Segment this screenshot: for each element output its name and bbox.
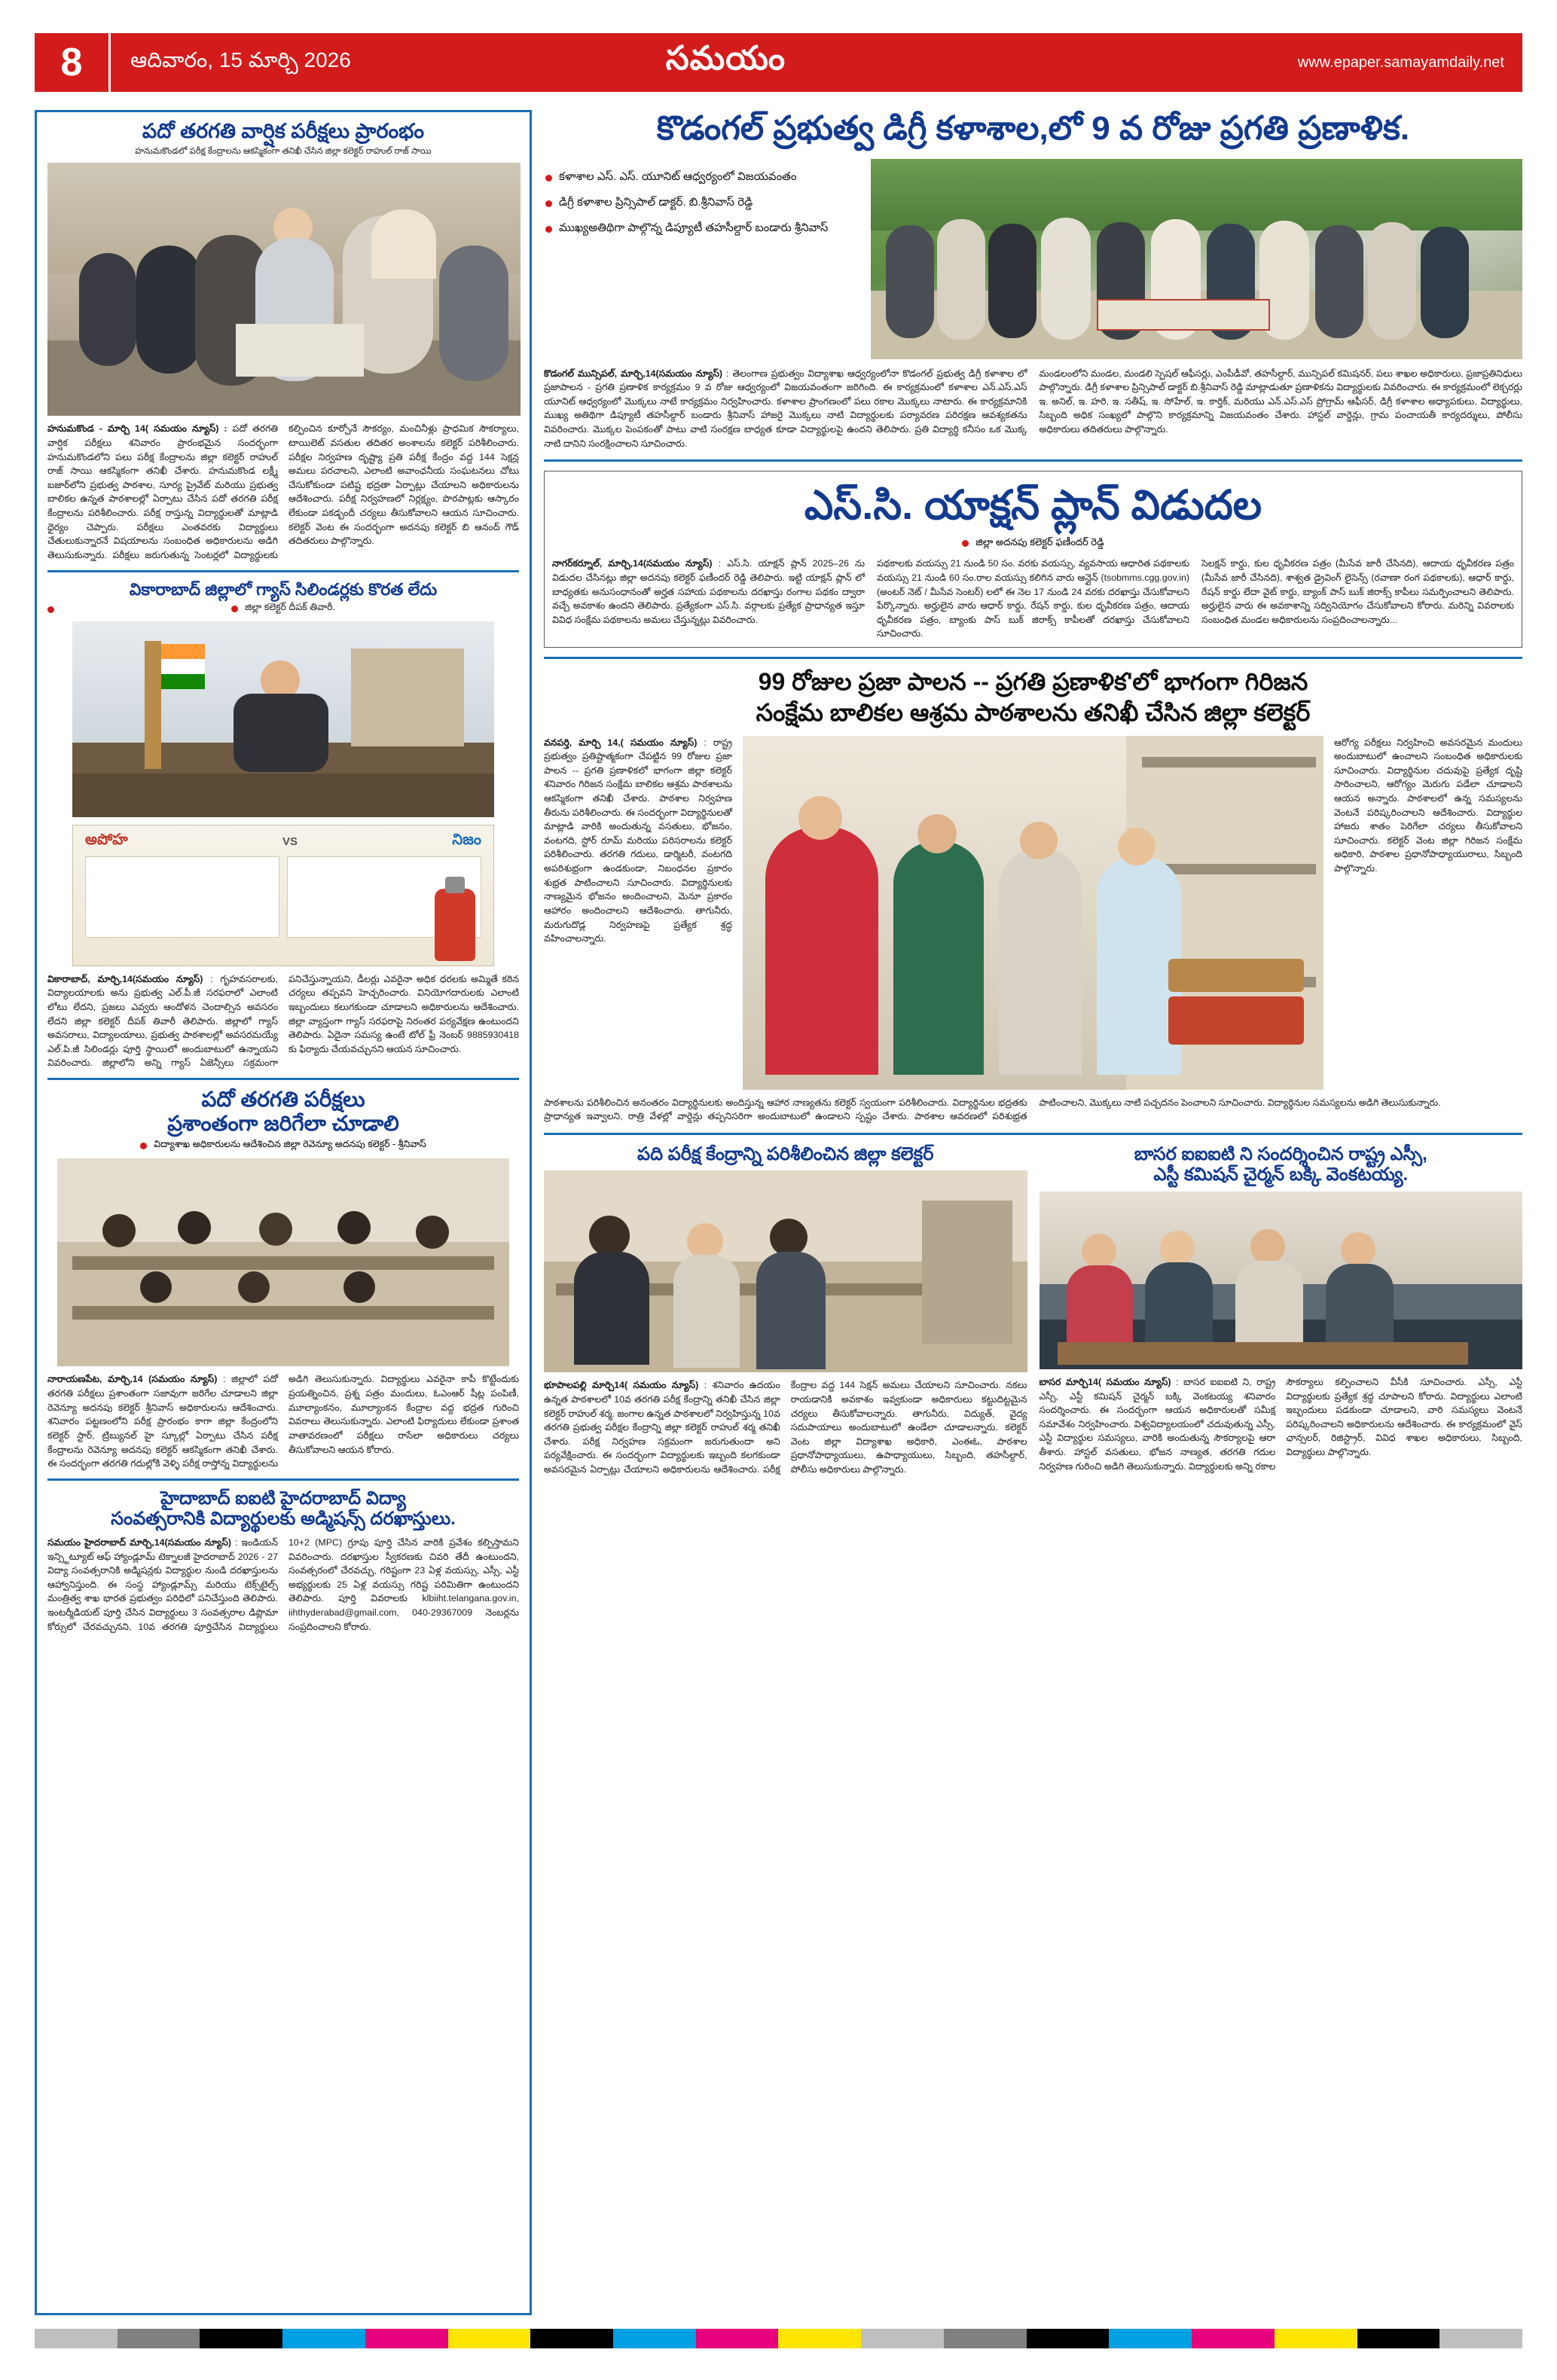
sc-headline: ఎస్.సి. యాక్షన్ ప్లాన్ విడుదల (804, 483, 1262, 529)
bl-photo (544, 1170, 1027, 1372)
sc-text-1: : ఎస్.సి. యాక్షన్ ప్లాన్ 2025–26 ను విడుదల చేసినట్లు జిల్లా అదనపు కలెక్టర్ ఫణీందర్ రెడ్డి తెలిపారు. ఇట్టి యాక్షన్ ప్లాన్ లో బాధ్యతకు అనుసంధానంతో అర్హత సహాయ పథకాలను దరఖాస్తు రంగాల పథకం ద్వారా వచ్చే అవకాశం ఉందని తెలిపారు. ప్రత్యేకంగా ఎస్.సి. వర్గాలకు ప్రత్యేక ప్రాధాన్యత ఇస్తూ వివిధ సంక్షేమ పథకాలను అమలు చేస్తున్నట్లు వివరించారు. (552, 558, 865, 625)
story2-text: : గృహవసరాలకు, విద్యాలయాలకు అను ప్రభుత్వ ఎల్.పీ.జీ సరఫరాలో ఎలాంటి లోటు లేదని, ప్రజలు ఎవ్వరు ఆందోళన చెందాల్సిన అవసరం లేదని జిల్లా కలెక్టర్ దీపక్ తివారీ తెలిపారు. జిల్లాలో గ్యాస్ అవసరాలు, విద్యాలయాలు, ప్రభుత్వ పాఠశాలల్లో అవసరమయ్యే ఎల్.పి.జీ సిలిండర్లు పూర్తి స్థాయిలో అందుబాటులో ఉన్నాయని వివరించారు. జిల్లాలోని అన్ని గ్యాస్ ఏజెన్సీలు సక్రమంగా పనిచేస్తున్నాయని, డీలర్లు ఎవరైనా అధిక ధరలకు అమ్మితే కఠిన చర్యలు తప్పవని హెచ్చరించారు. వినియోగదారులకు ఎలాంటి ఇబ్బందులు కలుగకుండా చూడాలని అధికారులను ఆదేశించారు. జిల్లా వ్యాప్తంగా గ్యాస్ సరఫరాపై నిరంతర పర్యవేక్షణ ఉంటుందని తెలిపారు. ఏదైనా సమస్య ఉంటే టోల్ ఫ్రీ నెంబర్ 9885930418 కు ఫిర్యాదు చేయవచ్చునని ఆయన సూచించారు. (47, 973, 519, 1069)
lead-photo (871, 159, 1522, 359)
lead-bullets (544, 159, 860, 359)
lead-dateline: కొడంగల్ మున్సిపల్, మార్చి,14(సమయం న్యూస్) (544, 368, 723, 379)
story3-headline-1: పదో తరగతి పరీక్షలు (201, 1088, 365, 1112)
divider-main-3 (544, 1133, 1522, 1135)
lead-bullet-0: కళాశాల ఎస్. ఎస్. యూనిట్ ఆధ్వర్యంలో విజయవంతం (559, 169, 797, 183)
main-column (544, 110, 1522, 2315)
story1-dateline: హనుమకొండ - మార్చి 14( సమయం న్యూస్) : (47, 423, 227, 435)
story-tribal-girls-school (544, 668, 1522, 1124)
story1-text: పదో తరగతి వార్షిక పరీక్షలు శనివారం ప్రారంభమైన సందర్భంగా హనుమకొండలోని పలు పరీక్ష కేంద్రాలను జిల్లా కలెక్టర్ రాహుల్ రాజ్ సాయి ఆకస్మికంగా తనిఖీ చేశారు. హనుమకొండ లక్ష్మీ బజార్‌లోని ప్రభుత్వ పాఠశాల, సూర్య ప్రైవేట్ మరియు ప్రభుత్వ బాలికల ఉన్నత పాఠశాలల్లో ఏర్పాటు చేసిన పదో తరగతి పరీక్ష కేంద్రాలను పరిశీలించారు. పరీక్ష రాస్తున్న విద్యార్థులతో మాట్లాడి ధైర్యం చెప్పారు. పరీక్షలు ఎంతవరకు విద్యార్థులు చేతులుకున్నారనే విషయాలను సంబంధిత అధికారులను అడిగి తెలుసుకున్నారు. పరీక్షలు జరుగుతున్న సెంటర్లలో విద్యార్థులకు కల్పించిన కూర్చోనే సౌకర్యం, మంచినీళ్లు ప్రాధమిక సౌకర్యాలు, టాయిలెట్ వసతుల తదితర అంశాలను కలెక్టర్ పరిశీలించారు. పరీక్షల నిర్వహణ దృష్ట్యా ప్రతి పరీక్ష కేంద్రం వద్ద 144 సెక్షన్ల అమలు పరచాలని, ఎలాంటి అవాంఛనీయ సంఘటనలు చోటు చేసుకోకుండా పటిష్ట భద్రతా ఏర్పాట్లు చేయాలని అధికారులను ఆదేశించారు. పరీక్ష నిర్వహణలో నిర్లక్ష్యం, పొరపాట్లకు ఆస్కారం లేకుండా పకడ్బందీ చర్యలు తీసుకోవాలని ఆయన సూచించారు. కలెక్టర్ వెంట ఈ సందర్భంగా అదనపు కలెక్టర్ బి ఆనంద్ గౌడ్ తదితరులు పాల్గొన్నారు. (47, 423, 519, 560)
tribal-headline-1: 99 రోజుల ప్రజా పాలన -- ప్రగతి ప్రణాళిక'లో భాగంగా గిరిజన (758, 668, 1308, 695)
story2-byline: జిల్లా కలెక్టర్ దీపక్ తివారీ. (245, 601, 335, 612)
lead-headline: కొడంగల్ ప్రభుత్వ డిగ్రీ కళాశాల,లో 9 వ రోజు ప్రగతి ప్రణాళిక. (656, 110, 1410, 147)
lead-text-right: మండలంలోని మండల, మండలి స్పెషల్ ఆఫీసర్లు, ఎంపీడీవో, తహసీల్దార్, మున్సిపల్ కమిషనర్, పలు శాఖల అధికారులు, ప్రజాప్రతినిధులు పాల్గొన్నారు. డిగ్రీ కళాశాల ప్రిన్సిపాల్ డాక్టర్ బి.శ్రీనివాస్ రెడ్డి మాట్లాడుతూ ప్రణాళికను విద్యార్థులకు వివరించారు. ఈ కార్యక్రమంలో లెక్చరర్లు ఇ. అనిల్, ఇ. హరి, ఇ. సతీష్, ఇ. సోహేల్, ఇ. కార్తిక్, మరియు ఎన్.ఎస్.ఎస్ ప్రోగ్రామ్ ఆఫీసర్, డిగ్రీ కళాశాల అధ్యాపకులు, విద్యార్థులు, సిబ్బంది అధిక సంఖ్యలో పాల్గొని కార్యక్రమాన్ని విజయవంతం చేశారు. హాస్టల్ వార్డెన్లు, గ్రామ పంచాయతీ కార్యదర్శులు, పోలీసు అధికారులు తదితరులు పాల్గొన్నారు. (1039, 368, 1522, 435)
divider-1 (47, 570, 519, 572)
divider-main-1 (544, 459, 1522, 462)
sc-text-2: పథకాలకు వయస్సు 21 నుండి 50 సం. వరకు వయస్సు, వ్యవసాయ ఆధారిత పథకాలకు వయస్సు 21 నుండి 60 సం.రాల వయస్సు కలిగిన వారు ఆన్లైన్ (tsobmms.cgg.gov.in) (అంటర్ నెట్ / మీసేవ సెంటర్) లలో ఈ నెల 17 నుండి 24 వరకు దరఖాస్తు చేసుకోవాలని పేర్కొన్నారు. అర్హులైన వారు ఆధార్ కార్డు, రేషన్ కార్డు, కుల ధృవీకరణ పత్రం, ఆదాయ ధృవీకరణ పత్రం, బ్యాంకు పాస్ బుక్ జిరాక్స్ కాపీలతో దరఖాస్తు చేసుకోవాలని సూచించారు. (877, 558, 1189, 639)
tribal-text-2: ఆరోగ్య పరీక్షలు నిర్వహించి అవసరమైన మందులు అందుబాటులో ఉంచాలని సంబంధిత అధికారులకు సూచించారు. విద్యార్థినుల చదువుపై ప్రత్యేక దృష్టి సారించాలని, ఆరోగ్యం మెరుగు పడేలా చూడాలని ఆయన అన్నారు. పాఠశాలలో ఉన్న సమస్యలను వెంటనే పరిష్కరించాలని ఆదేశించారు. విద్యార్థుల హాజరు శాతం పెరిగేలా చర్యలు తీసుకోవాలని సూచించారు. కలెక్టర్ వెంట జిల్లా గిరిజన సంక్షేమ అధికారి, పాఠశాల ప్రధానోపాధ్యాయురాలు, సిబ్బంది పాల్గొన్నారు. (1334, 737, 1522, 874)
story3-byline: విద్యాశాఖ అధికారులను ఆదేశించిన జిల్లా రెవెన్యూ అదనపు కలెక్టర్ - శ్రీనివాస్ (154, 1139, 426, 1150)
masthead-url[interactable]: www.epaper.samayamdaily.net (1297, 53, 1504, 71)
masthead-date: ఆదివారం, 15 మార్చి 2026 (108, 33, 351, 92)
story3-headline-2: ప్రశాంతంగా జరిగేలా చూడాలి (167, 1112, 399, 1136)
story4-headline-1: హైదాబాద్ ఐఐటి హైదరాబాద్ విద్యా (160, 1488, 406, 1509)
story-exam-centre-inspection (544, 1144, 1027, 1477)
tribal-headline-2: సంక్షేమ బాలికల ఆశ్రమ పాఠశాలను తనిఖీ చేసిన జిల్లా కలెక్టర్ (756, 698, 1311, 726)
infographic-right-label: నిజం (452, 831, 481, 848)
story-gas-cylinders (47, 580, 519, 1071)
sc-body (552, 557, 1514, 641)
story3-dateline: నారాయణపేట, మార్చి,14 (సమయం న్యూస్) (47, 1374, 218, 1385)
masthead (35, 33, 1522, 92)
bottom-stories (544, 1144, 1522, 1477)
divider-2 (47, 1078, 519, 1080)
story1-photo (47, 163, 521, 416)
story-exams-peaceful (47, 1088, 519, 1471)
lead-body (544, 367, 1522, 451)
br-headline-1: బాసర ఐఐఐటి ని సందర్శించిన రాష్ట్ర ఎస్సీ, (1134, 1143, 1427, 1164)
bl-dateline: భూపాలపల్లి మార్చి14( సమయం న్యూస్) (544, 1380, 699, 1391)
story2-dateline: వికారాబాద్, మార్చి,14(సమయం న్యూస్) (47, 973, 203, 984)
tribal-photo (743, 736, 1323, 1090)
story4-body (47, 1536, 519, 1634)
story2-infographic (72, 825, 494, 966)
story4-headline-2: సంవత్సరానికి విద్యార్థులకు అడ్మిషన్స్ దరఖాస్తులు. (111, 1509, 456, 1530)
br-body: బాసర మార్చి14( సమయం న్యూస్) : బాసర ఐఐఐటి ని, రాష్ట్ర ఎస్సీ, ఎస్టీ కమిషన్ చైర్మన్ బక్కి వెంకటయ్య శనివారం సందర్శించారు. ఈ సందర్భంగా ఆయన అధికారులతో సమీక్ష సమావేశం నిర్వహించారు. విశ్వవిద్యాలయంలో చదువుతున్న ఎస్సీ, ఎస్టీ విద్యార్థుల సమస్యలు, వారికి అందుతున్న సౌకర్యాలపై ఆరా తీశారు. హాస్టల్ వసతులు, భోజన నాణ్యత, తరగతి గదుల నిర్వహణ గురించి అడిగి తెలుసుకున్నారు. విద్యార్థులకు అన్ని రకాల సౌకర్యాలు కల్పించాలని వీసీకి సూచించారు. ఎస్సీ, ఎస్టీ విద్యార్థులకు ప్రత్యేక శ్రద్ధ చూపాలని కోరారు. విద్యార్థులు ఎలాంటి ఇబ్బందులు పడకుండా చూడాలని, వారి సమస్యలు వెంటనే పరిష్కరించాలని అధికారులను ఆదేశించారు. ఈ కార్యక్రమంలో వైస్ ఛాన్సలర్, రిజిస్ట్రార్, వివిధ శాఖల అధికారులు, సిబ్బంది, విద్యార్థులు పాల్గొన్నారు. (1039, 1377, 1522, 1472)
lead-text-left: : తెలంగాణ ప్రభుత్వం విద్యాశాఖ ఆధ్వర్యంలోనా కొడంగల్ ప్రభుత్వ డిగ్రీ కళాశాల లో ప్రజాపాలన - ప్రగతి ప్రణాళిక కార్యక్రమం 9 వ రోజు ఆధ్వర్యంలో విజయవంతంగా జరిగింది. ఈ కార్యక్రమంలో కళాశాల ఎన్.ఎస్.ఎస్ యూనిట్ ఆధ్వర్యంలో మొక్కలు నాటే కార్యక్రమం నిర్వహించారు. కళాశాల ప్రాంగణంలో పలు రకాల మొక్కలు నాటారు. ఈ కార్యక్రమానికి ముఖ్య అతిథిగా డిప్యూటీ తహసీల్దార్ బండారు శ్రీనివాస్ హాజరై మొక్కలు నాటి విద్యార్థులకు పర్యావరణ పరిరక్షణ ఆవశ్యకతను వివరించారు. మొక్కల పెంపకంతో పాటు వాటి సంరక్షణ బాధ్యత కూడా విద్యార్థులపై ఉందని తెలిపారు. ప్రతి విద్యార్థి కనీసం ఒక మొక్క నాటి దానిని సంరక్షించాలని సూచించారు. (544, 368, 1027, 449)
story2-photo (72, 621, 494, 817)
infographic-vs-label: VS (282, 835, 298, 848)
sc-dateline: నాగర్‌కర్నూల్, మార్చి,14(సమయం న్యూస్) (552, 558, 713, 569)
story1-body (47, 422, 519, 562)
sc-text-3: సెలక్షన్ కార్డు, కుల ధృవీకరణ పత్రం (మీసేవ జారీ చేసినది), ఆదాయ ధృవీకరణ పత్రం (మీసేవ జారీ చేసినది), శాశ్వత డ్రైవింగ్ లైసెన్స్ (రవాణా రంగ పథకాలకు), ఆధార్ కార్డు, రేషన్ కార్డు లేదా వైట్ కార్డు, బ్యాంక్ పాస్ బుక్ జిరాక్స్ కాపీలు సమర్పించాలని తెలిపారు. అర్హులైన వారు ఈ అవకాశాన్ని సద్వినియోగం చేసుకోవాలని కోరారు. మరిన్ని వివరాలకు సంబంధిత మండల అధికారులను సంప్రదించాలన్నారు... (1201, 558, 1514, 625)
bl-headline: పది పరీక్ష కేంద్రాన్ని పరిశీలించిన జిల్లా కలెక్టర్ (637, 1143, 934, 1164)
sc-byline: జిల్లా అదనపు కలెక్టర్ ఫణీందర్ రెడ్డి (975, 536, 1104, 548)
registration-color-bars (35, 2329, 1522, 2348)
story-basara-iiit-visit (1040, 1144, 1523, 1477)
br-photo (1040, 1192, 1523, 1369)
lead-bullet-1: డిగ్రీ కళాశాల ప్రిన్సిపాల్ డాక్టర్. బి.శ్రీనివాస్ రెడ్డి (559, 195, 753, 209)
br-dateline: బాసర మార్చి14( సమయం న్యూస్) (1039, 1377, 1171, 1387)
story4-dateline: సమయం హైదరాబాద్ మార్చి,14(సమయం న్యూస్) (47, 1536, 232, 1548)
story3-photo (57, 1158, 509, 1366)
story3-body (47, 1372, 519, 1470)
story-handloom-admissions (47, 1488, 519, 1634)
masthead-title: సమయం (665, 39, 786, 77)
divider-main-2 (544, 657, 1522, 659)
br-headline-2: ఎస్టీ కమిషన్ చైర్మన్ బక్కి వెంకటయ్య. (1153, 1164, 1409, 1185)
divider-3 (47, 1478, 519, 1481)
tribal-dateline: వనపర్తి, మార్చి 14,( సమయం న్యూస్) (544, 737, 698, 748)
story4-text: : ఇండియన్ ఇన్స్టిట్యూట్ ఆఫ్ హ్యాండ్లూమ్ టెక్నాలజీ హైదరాబాద్ 2026 - 27 విద్యా సంవత్సరానికి అడ్మిషన్లకు విద్యార్థుల నుండి దరఖాస్తులను ఆహ్వానిస్తుంది. ఈ సంస్థ హ్యాండ్లూమ్స్ మరియు టెక్స్‌టైల్స్ మంత్రిత్వ శాఖ భారత ప్రభుత్వం పరిధిలో పనిచేస్తుంది తెలిపారు. ఇంటర్మీడియట్ పూర్తి చేసిన విద్యార్థులు 3 సంవత్సరాల డిప్లొమా కోర్సులో చేరవచ్చునని, 10వ తరగతి పూర్తిచేసిన విద్యార్థులు 10+2 (MPC) గ్రూపు పూర్తి చేసిన వారికి ప్రవేశం కల్పిస్తామని వివరించారు. దరఖాస్తుల స్వీకరణకు చివరి తేదీ ఉంటుందని, సంవత్సరంలో చేరవచ్చు, గరిష్టంగా 23 ఏళ్ల వయస్సు, ఎస్సీ, ఎస్టీ అభ్యర్థులకు 25 ఏళ్ల వయస్సు గరిష్ట పరిమితిగా ఉంటుందని తెలిపారు. పూర్తి వివరాలకు klbiiht.telangana.gov.in, iihthyderabad@gmail.com, 040-29367009 నెంబర్లను సంప్రదించాలని కోరారు. (47, 1536, 519, 1632)
infographic-left-label: అపోహ (85, 831, 128, 848)
story-tenth-class-exams-start (47, 120, 519, 563)
lead-bullet-2: ముఖ్యఅతిథిగా పాల్గొన్న డిప్యూటీ తహసీల్దార్ బండారు శ్రీనివాస్ (559, 221, 829, 235)
left-column (35, 110, 532, 2315)
story1-subhead: హనుమకొండలో పరీక్ష కేంద్రాలను ఆకస్మికంగా తనిఖీ చేసిన జిల్లా కలెక్టర్ రాహుల్ రాజ్ సాయి (135, 147, 432, 157)
story2-headline: వికారాబాద్ జిల్లాలో గ్యాస్ సిలిండర్లకు కొరత లేదు (129, 579, 438, 599)
story-sc-action-plan (544, 471, 1522, 648)
story3-text: : జిల్లాలో పదో తరగతి పరీక్షలు ప్రశాంతంగా సజావుగా జరిగేల చూడాలని జిల్లా రెవెన్యూ అదనపు కలెక్టర్ శ్రీనివాస్ అధికారులను ఆదేశించారు. శనివారం పట్టణంలోని పరీక్ష ప్రారంభం కాగా జిల్లా కేంద్రంలోని కలెక్టర్ స్టార్, ట్రిబ్యునల్ హై స్కూల్లో ఏర్పాటు చేసిన పరీక్ష కేంద్రాలను రెవెన్యూ అదనపు కలెక్టర్ ఆకస్మికంగా తనిఖీ చేశారు. ఈ సందర్భంగా తరగతి గదుల్లోకి వెళ్ళి పరీక్ష రాస్తోన్న విద్యార్థులను అడిగి తెలుసుకున్నారు. విద్యార్థులు ఎవరైనా కాపీ కొట్టేందుకు ప్రయత్నించిన, ప్రశ్న పత్రం మందులు, ఓఎంఆర్ షీట్ల పంపిణీ, మూల్యాంకనం, మూల్యాంకన కేంద్రాల వద్ద భద్రత గురించి వివరాలు తెలుసుకున్నారు. ఎలాంటి ఫిర్యాదులు లేకుండా ప్రశాంత వాతావరణంలో పరీక్షలు రాసేలా అధికారులు చర్యలు తీసుకోవాలని ఆయన కోరారు. (47, 1374, 519, 1469)
story1-headline: పదో తరగతి వార్షిక పరీక్షలు ప్రారంభం (142, 120, 425, 142)
story-kodangal-degree-college (544, 110, 1522, 450)
tribal-text-3: పాఠశాలను పరిశీలించిన అనంతరం విద్యార్థినులకు అందిస్తున్న ఆహార నాణ్యతను కలెక్టర్ స్వయంగా పరిశీలించారు. విద్యార్థినుల భద్రతకు ప్రాధాన్యత ఇవ్వాలని, రాత్రి వేళల్లో వార్డెన్లు తప్పనిసరిగా అందుబాటులో ఉండాలని స్పష్టం చేశారు. పాఠశాల ఆవరణలో పరిశుభ్రత పాటించాలని, మొక్కలు నాటి పచ్చదనం పెంచాలని సూచించారు. విద్యార్థినుల సమస్యలను అడిగి తెలుసుకున్నారు. (544, 1097, 1441, 1122)
bl-body: భూపాలపల్లి మార్చి14( సమయం న్యూస్) : శనివారం ఉదయం ఉన్నత పాఠశాలలో 10వ తరగతి పరీక్ష కేంద్రాన్ని తనిఖీ చేసిన జిల్లా కలెక్టర్ రాహుల్ శర్మ. జంగాల ఉన్నత పాఠశాలలో నిర్వహిస్తున్న 10వ తరగతి ప్రభుత్వ పరీక్షల కేంద్రాన్ని జిల్లా కలెక్టర్ రాహుల్ శర్మ తనిఖీ చేశారు. పరీక్ష నిర్వహణ సక్రమంగా జరుగుతుందా అని పర్యవేక్షించారు. ఈ సందర్భంగా విద్యార్థులకు ఇబ్బంది కలగకుండా అవసరమైన ఏర్పాట్లు చేయాలని అధికారులను ఆదేశించారు. పరీక్ష కేంద్రాల వద్ద 144 సెక్షన్ అమలు చేయాలని సూచించారు. నకలు రాయడానికి అవకాశం ఇవ్వకుండా అధికారులు కట్టుదిట్టమైన చర్యలు తీసుకోవాలన్నారు. తాగునీరు, విద్యుత్, వైద్య సదుపాయాలు అందుబాటులో ఉండేలా చూడాలన్నారు. కలెక్టర్ వెంట జిల్లా విద్యాశాఖ అధికారి, ఎంఈఓ, పాఠశాల ప్రధానోపాధ్యాయులు, ఉపాధ్యాయులు, సిబ్బంది, తహసీల్దార్, పోలీసు అధికారులు పాల్గొన్నారు. (544, 1380, 1027, 1475)
tribal-text-1: వనపర్తి, మార్చి 14,( సమయం న్యూస్) : రాష్ట్ర ప్రభుత్వం ప్రతిష్టాత్మకంగా చేపట్టిన 99 రోజుల ప్రజా పాలన -- ప్రగతి ప్రణాళికలో భాగంగా జిల్లా కలెక్టర్ శనివారం గిరిజన సంక్షేమ బాలికల ఆశ్రమ పాఠశాలను ఆకస్మికంగా తనిఖీ చేశారు. పాఠశాల నిర్వహణ తీరును పరిశీలించారు. ఈ సందర్భంగా విద్యార్థినులతో మాట్లాడి వారికి అందుతున్న వసతులు, భోజనం, వంటగది, స్టోర్ రూమ్ మరియు పరిసరాలను కలెక్టర్ పరిశీలించారు. తరగతి గదులు, డార్మిటరీ, వంటగది అపరిశుభ్రంగా ఉండకుండా, నిబంధనల ప్రకారం శుభ్రత పాటించాలని సూచించారు. విద్యార్థినులకు నాణ్యమైన భోజనం అందించాలని, మెనూ ప్రకారం ఆహారం అందించాలని ఆదేశించారు. తాగునీరు, మరుగుదొడ్ల నిర్వహణపై ప్రత్యేక శ్రద్ధ వహించాలన్నారు. (544, 737, 732, 944)
page-number: 8 (60, 41, 83, 84)
story2-body (47, 972, 519, 1070)
